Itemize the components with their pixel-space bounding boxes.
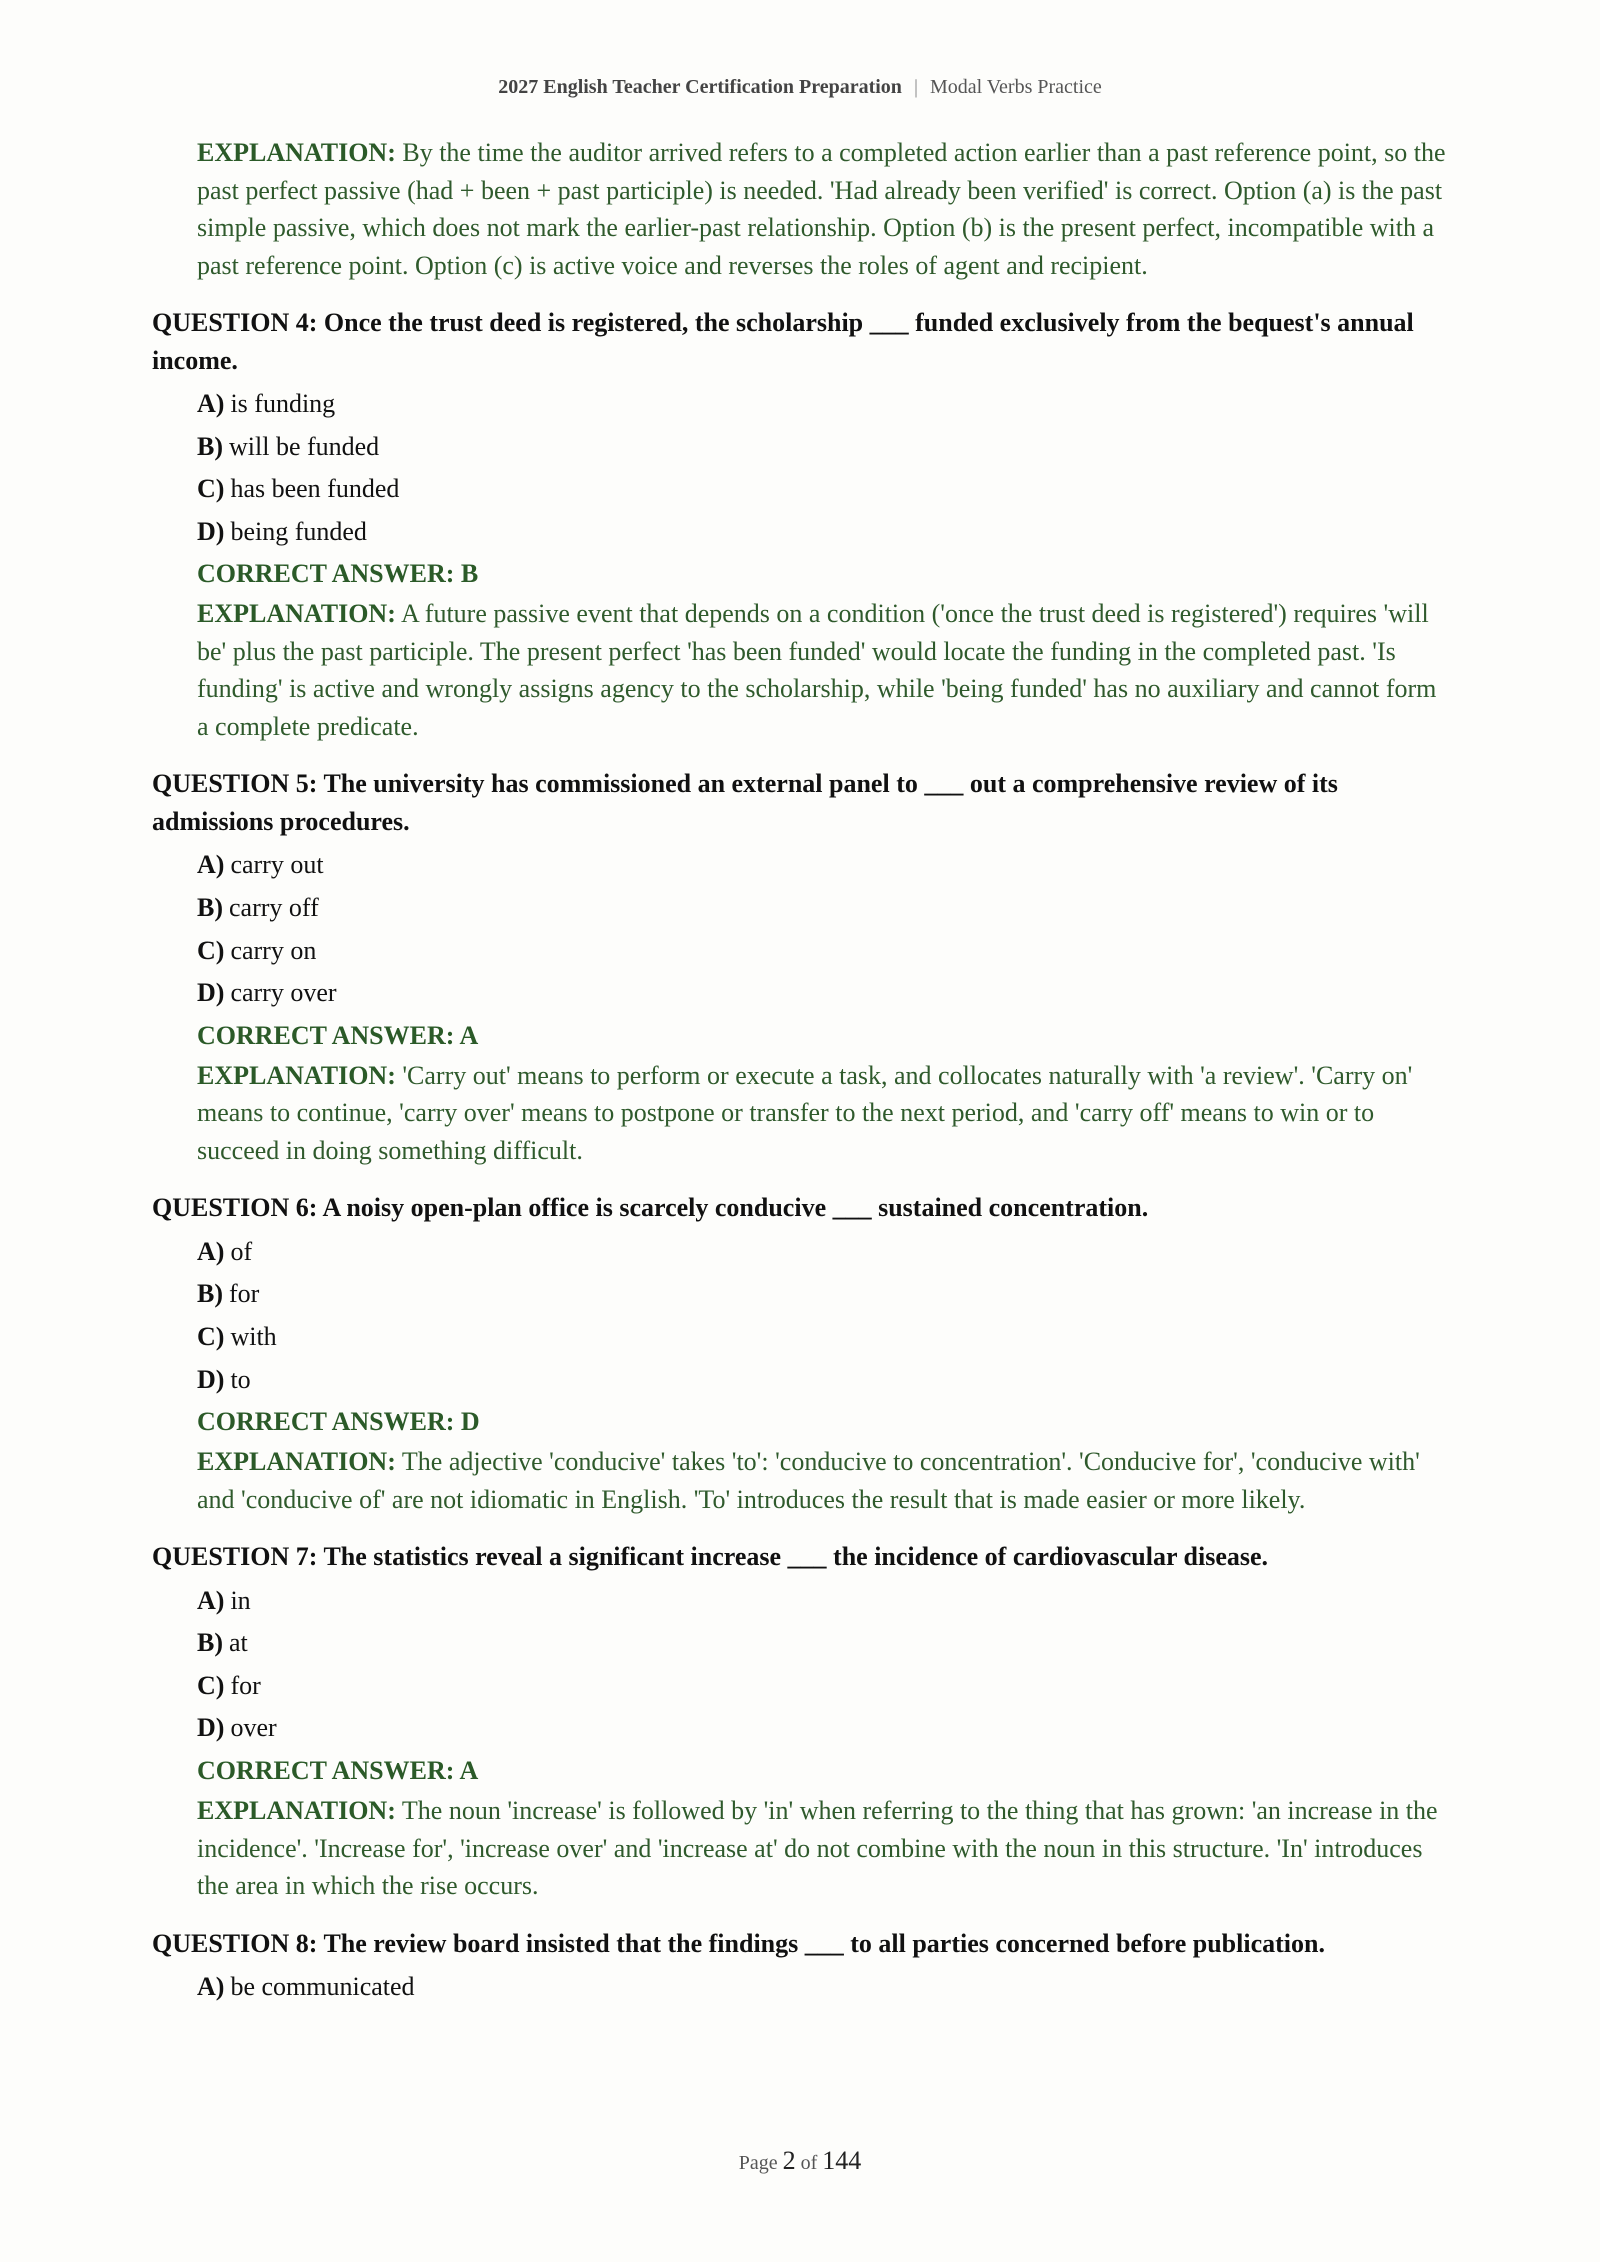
explanation-text: By the time the auditor arrived refers to a completed action earlier than a past reference point, so the past perfect passive (had + been + past participle) is needed. 'Had already been verified' is correct. Option (a) is the past simple passive, which does not mark the earlier-past relationship. Option (b) is the present perfect, incompatible with a past reference point. Option (c) is active voice and reverses the roles of agent and recipient.: [197, 138, 1446, 280]
question-7-heading: QUESTION 7: The statistics reveal a significant increase ___ the incidence of cardiovascular disease.: [152, 1542, 1269, 1572]
option-letter: C): [197, 935, 225, 965]
explanation-question-3: [197, 134, 1452, 284]
question-6-explanation: [197, 1443, 1452, 1518]
explanation-label: EXPLANATION:: [197, 1796, 396, 1825]
page-footer: [0, 2146, 1600, 2176]
option-letter: B): [197, 1628, 223, 1658]
question-8-option-a: [197, 1966, 1452, 2009]
question-7-correct-answer: CORRECT ANSWER: A: [197, 1756, 479, 1785]
option-letter: A): [197, 389, 225, 418]
option-text: at: [229, 1628, 248, 1658]
option-text: to: [230, 1364, 251, 1394]
option-text: of: [230, 1236, 253, 1266]
option-text: carry off: [229, 892, 319, 922]
option-letter: A): [197, 1236, 225, 1266]
option-letter: B): [197, 431, 223, 461]
option-text: in: [230, 1585, 251, 1615]
option-text: has been funded: [230, 474, 400, 504]
option-text: carry over: [230, 978, 337, 1008]
header-subtitle: Modal Verbs Practice: [929, 76, 1102, 98]
option-letter: B): [197, 892, 223, 922]
running-header: [0, 76, 1600, 99]
page-content: [152, 134, 1452, 2009]
option-text: with: [230, 1321, 277, 1351]
explanation-label: EXPLANATION:: [197, 599, 396, 629]
question-4-option-c: [197, 468, 1452, 511]
footer-current-page: 2: [782, 2146, 796, 2175]
question-4-options: [197, 383, 1452, 553]
question-7-option-a: [197, 1580, 1452, 1623]
footer-page-prefix: Page: [738, 2152, 778, 2174]
option-letter: A): [197, 850, 225, 880]
explanation-text: A future passive event that depends on a condition ('once the trust deed is registered') requires 'will be' plus the past participle. The present perfect 'has been funded' would locate the funding in the completed past. 'Is funding' is active and wrongly assigns agency to the scholarship, while 'being funded' has no auxiliary and cannot form a complete predicate.: [197, 599, 1437, 741]
question-4-correct-answer: CORRECT ANSWER: B: [197, 559, 479, 589]
option-letter: C): [197, 1321, 225, 1351]
explanation-label: EXPLANATION:: [197, 1447, 396, 1477]
option-letter: C): [197, 1670, 225, 1700]
option-letter: D): [197, 1713, 225, 1743]
question-6-option-a: [197, 1231, 1452, 1274]
option-text: over: [230, 1713, 277, 1743]
header-title: 2027 English Teacher Certification Preparation: [498, 76, 902, 98]
footer-of: of: [800, 2152, 818, 2174]
explanation-text: The adjective 'conducive' takes 'to': 'conducive to concentration'. 'Conducive for', 'conducive with' and 'conducive of' are not idiomatic in English. 'To' introduces the result that is made easier or more likely.: [197, 1447, 1420, 1514]
question-7-explanation: [197, 1792, 1452, 1905]
question-5-options: [197, 844, 1452, 1014]
option-letter: D): [197, 978, 225, 1008]
question-5-option-d: [197, 972, 1452, 1015]
question-8-options: [197, 1966, 1452, 2009]
option-letter: C): [197, 474, 225, 504]
question-8-heading: QUESTION 8: The review board insisted that the findings ___ to all parties concerned before publication.: [152, 1928, 1325, 1958]
option-text: being funded: [230, 516, 367, 546]
question-7-option-c: [197, 1665, 1452, 1708]
question-4-option-b: [197, 426, 1452, 469]
question-6-option-c: [197, 1316, 1452, 1359]
question-5-correct-answer: CORRECT ANSWER: A: [197, 1020, 479, 1050]
option-letter: A): [197, 1585, 225, 1615]
question-6-correct-answer: CORRECT ANSWER: D: [197, 1407, 480, 1437]
header-separator: |: [913, 76, 918, 98]
question-7-options: [197, 1580, 1452, 1750]
option-letter: B): [197, 1279, 223, 1309]
question-4-explanation: [197, 595, 1452, 745]
option-text: for: [229, 1279, 260, 1309]
explanation-text: 'Carry out' means to perform or execute a task, and collocates naturally with 'a review'. 'Carry on' means to continue, 'carry over' means to postpone or transfer to the next period, and 'carry off' means to win or to succeed in doing something difficult.: [197, 1060, 1413, 1165]
question-5-heading: QUESTION 5: The university has commissioned an external panel to ___ out a comprehensive review of its admissions procedures.: [152, 769, 1338, 836]
question-6-options: [197, 1231, 1452, 1401]
question-7-option-b: [197, 1622, 1452, 1665]
option-text: carry out: [230, 850, 324, 880]
option-letter: D): [197, 1364, 225, 1394]
question-4-option-a: [197, 383, 1452, 426]
option-text: is funding: [230, 389, 336, 418]
question-5-option-a: [197, 844, 1452, 887]
footer-total-pages: 144: [822, 2146, 862, 2175]
option-text: will be funded: [229, 431, 380, 461]
question-5-option-b: [197, 887, 1452, 930]
question-6-heading: QUESTION 6: A noisy open-plan office is scarcely conducive ___ sustained concentration.: [152, 1193, 1149, 1223]
question-5-option-c: [197, 930, 1452, 973]
question-5-explanation: [197, 1057, 1452, 1170]
question-6-option-d: [197, 1359, 1452, 1402]
explanation-label: EXPLANATION:: [197, 138, 396, 167]
option-text: be communicated: [230, 1972, 415, 2001]
option-text: carry on: [230, 935, 317, 965]
question-6-option-b: [197, 1273, 1452, 1316]
option-letter: A): [197, 1972, 225, 2001]
option-letter: D): [197, 516, 225, 546]
explanation-label: EXPLANATION:: [197, 1060, 396, 1090]
question-4-option-d: [197, 511, 1452, 554]
option-text: for: [230, 1670, 261, 1700]
question-4-heading: QUESTION 4: Once the trust deed is registered, the scholarship ___ funded exclusively from the bequest's annual income.: [152, 308, 1414, 375]
question-7-option-d: [197, 1707, 1452, 1750]
explanation-text: The noun 'increase' is followed by 'in' when referring to the thing that has grown: 'an increase in the incidence'. 'Increase for', 'increase over' and 'increase at' do not combine with the noun in this structure. 'In' introduces the area in which the rise occurs.: [197, 1796, 1438, 1900]
